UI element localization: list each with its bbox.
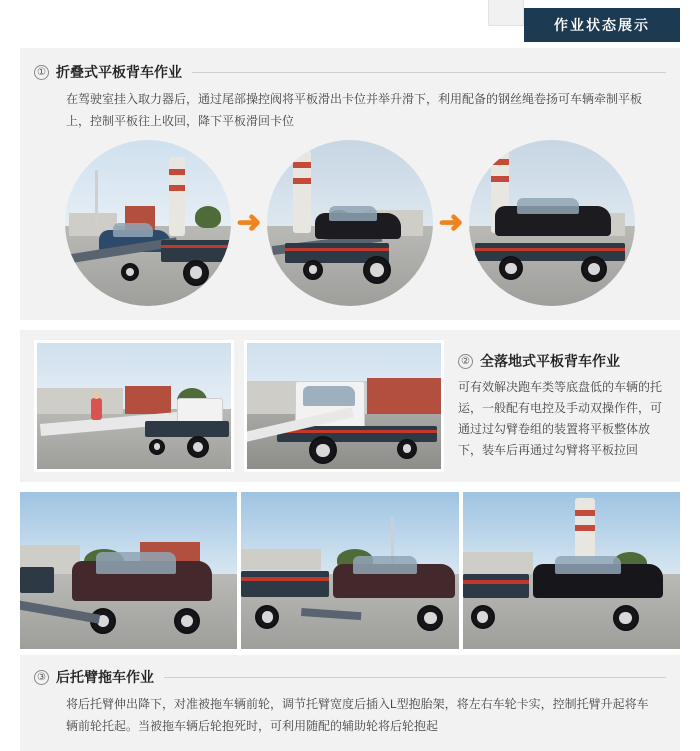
page-header — [0, 0, 700, 48]
section-3-number: ③ — [34, 670, 49, 685]
section-2-number: ② — [458, 354, 473, 369]
flatbed-step-2-photo — [267, 140, 433, 306]
rear-lift-photo-1 — [20, 492, 237, 649]
section-3-title: 后托臂拖车作业 — [56, 669, 154, 685]
section-rear-lift-tow — [20, 655, 680, 751]
flatbed-step-1-photo — [65, 140, 231, 306]
section-1-title: 折叠式平板背车作业 — [56, 64, 182, 80]
section-3-description: 将后托臂伸出降下，对准被拖车辆前轮，调节托臂宽度后插入L型抱胎架，将左右车轮卡实，控制托臂升起将车辆前轮托起。当被拖车辆后轮抱死时，可利用随配的辅助轮将后轮抱起 — [66, 697, 649, 733]
section-2-description: 可有效解决跑车类等底盘低的车辆的托运，一般配有电控及手动双操作件，可通过过勾臂卷组的装置将平板整体放下，装车后再通过勾臂将平板拉回 — [458, 380, 663, 457]
section-2-title: 全落地式平板背车作业 — [480, 353, 620, 369]
section-full-drop-flatbed — [20, 330, 680, 482]
flatbed-step-3-photo — [469, 140, 635, 306]
divider — [164, 677, 666, 678]
section-1-title-row — [20, 62, 680, 82]
section-folding-flatbed — [20, 48, 680, 320]
section-1-description: 在驾驶室挂入取力器后，通过尾部操控阀将平板滑出卡位并举升滑下，利用配备的钢丝绳卷扬可车辆牵制平板上，控制平板往上收回，降下平板滑回卡位 — [66, 92, 643, 128]
section-1-photo-row — [20, 140, 680, 306]
section-3-title-row — [20, 667, 680, 687]
header-notch — [488, 0, 524, 26]
fulldrop-photo-2 — [244, 340, 444, 472]
rear-lift-photo-2 — [241, 492, 458, 649]
arrow-icon-1: ➜ — [236, 206, 262, 239]
fulldrop-photo-1 — [34, 340, 234, 472]
section-2-text-column — [444, 351, 666, 461]
section-2-title-row — [458, 351, 662, 371]
section-1-number: ① — [34, 65, 49, 80]
status-badge: 作业状态展示 — [524, 8, 680, 42]
rear-lift-photo-3 — [463, 492, 680, 649]
divider — [192, 72, 666, 73]
section-3-photo-row — [20, 492, 680, 649]
arrow-icon-2: ➜ — [438, 206, 464, 239]
